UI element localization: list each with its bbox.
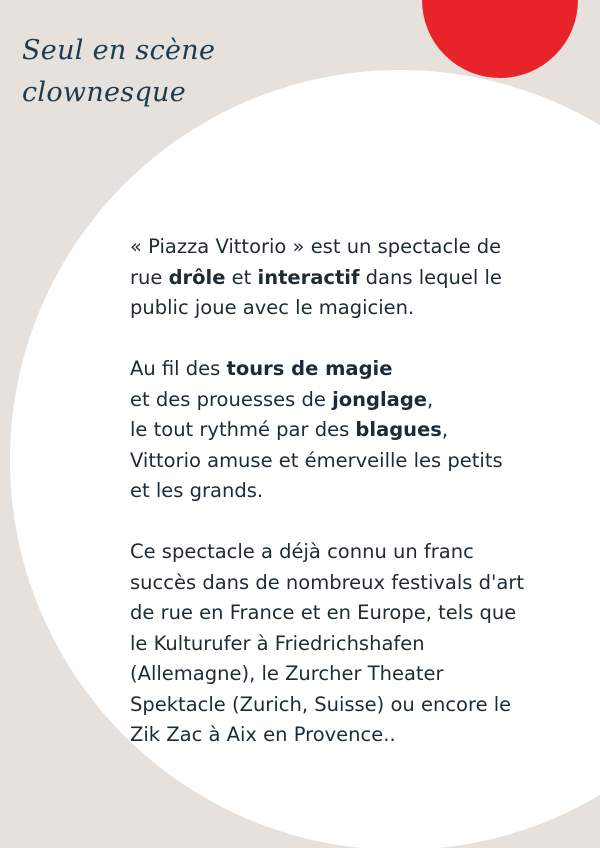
text-segment: , <box>427 387 434 411</box>
text-line <box>130 415 592 446</box>
text-line <box>130 354 592 385</box>
bold-keyword: jonglage <box>332 387 428 411</box>
bold-keyword: drôle <box>168 265 226 289</box>
text-line <box>130 293 592 324</box>
text-segment: et <box>225 265 258 289</box>
page-title <box>22 30 215 114</box>
text-line <box>130 263 592 294</box>
title-line-1: Seul en scène <box>22 35 216 66</box>
text-line <box>130 446 592 477</box>
title-line-2: clownesque <box>22 77 186 108</box>
text-line <box>130 385 592 416</box>
text-line: Spektacle (Zurich, Suisse) ou encore le <box>130 692 512 716</box>
text-segment: le tout rythmé par des <box>130 418 356 441</box>
text-segment: public joue avec le magicien. <box>130 296 415 319</box>
text-line <box>130 476 592 507</box>
text-segment: Vittorio amuse et émerveille les petits <box>130 448 503 472</box>
bold-keyword: interactif <box>257 265 360 289</box>
bold-keyword: blagues <box>355 418 442 441</box>
text-segment: « Piazza Vittorio » est un spectacle de <box>130 235 502 258</box>
text-line: Ce spectacle a déjà connu un franc <box>130 540 474 563</box>
text-line: Zik Zac à Aix en Provence.. <box>130 723 396 746</box>
text-segment: dans lequel le <box>359 265 502 289</box>
text-line: de rue en France et en Europe, tels que <box>130 601 517 624</box>
text-line: (Allemagne), le Zurcher Theater <box>130 662 444 685</box>
text-line: le Kulturufer à Friedrichshafen <box>130 631 425 655</box>
text-segment: et des prouesses de <box>130 387 333 411</box>
paragraph-intro <box>130 232 592 324</box>
bold-keyword: tours de magie <box>226 357 393 380</box>
text-segment: , <box>441 418 449 441</box>
red-clown-nose-shape <box>422 0 578 156</box>
text-line: succès dans de nombreux festivals d'art <box>130 570 524 594</box>
text-line <box>130 232 592 263</box>
paragraph-success <box>130 537 592 751</box>
text-segment: et les grands. <box>130 479 264 502</box>
description-text <box>130 232 592 781</box>
text-segment: rue <box>130 265 169 289</box>
paragraph-performance <box>130 354 592 507</box>
text-segment: Au fil des <box>130 357 227 380</box>
